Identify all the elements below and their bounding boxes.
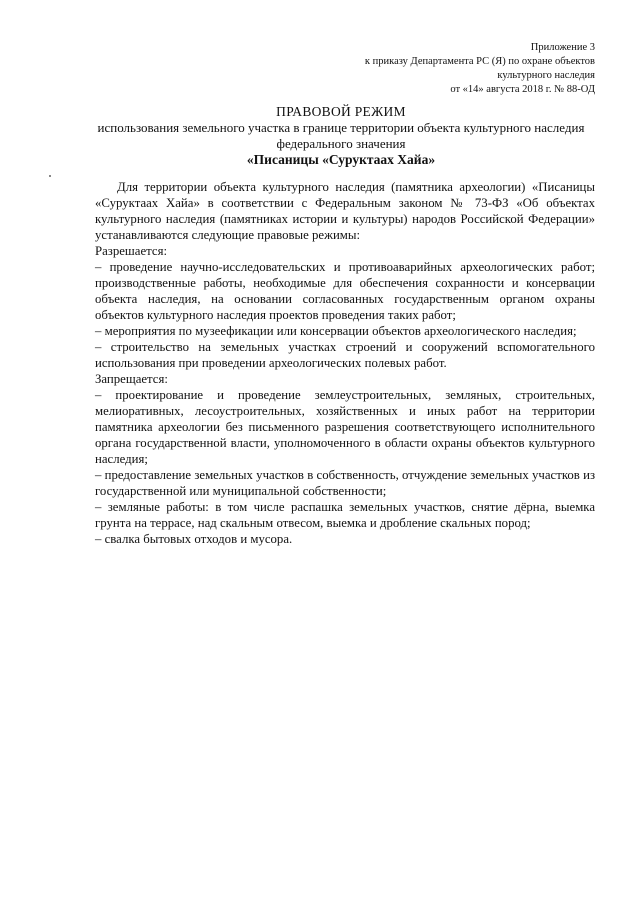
appendix-number: Приложение 3: [530, 42, 595, 53]
intro-paragraph: Для территории объекта культурного наследия (памятника археологии) «Писаницы «Суруктаах Хайа» в соответствии с Федеральным законом № 73-ФЗ «Об объектах культурного наследия (памятниках истории и культуры) народов Российской Федерации» устанавливаются следующие правовые режимы:: [95, 180, 595, 242]
document-title-block: [88, 104, 594, 168]
allowed-item: – проведение научно-исследовательских и противоаварийных археологических работ; производственные работы, необходимые для обеспечения сохранности и консервации объекта наследия, на основании согласованных государственным органом охраны объектов культурного наследия проектов проведения таких работ;: [95, 260, 595, 322]
forbidden-item: – предоставление земельных участков в собственность, отчуждение земельных участков из государственной или муниципальной собственности;: [95, 468, 595, 498]
forbidden-item: – проектирование и проведение землеустроительных, земляных, строительных, мелиоративных, лесоустроительных, хозяйственных и иных работ на территории памятника археологии без письменного разрешения соответствующего исполнительного органа государственной власти, уполномоченного в области охраны объектов культурного наследия;: [95, 388, 595, 466]
document-title: ПРАВОВОЙ РЕЖИМ: [276, 104, 406, 119]
appendix-order-ref: к приказу Департамента РС (Я) по охране объектов: [364, 56, 595, 67]
forbidden-item: – свалка бытовых отходов и мусора.: [95, 532, 293, 546]
forbidden-item: – земляные работы: в том числе распашка земельных участков, снятие дёрна, выемка грунта на террасе, над скальным отвесом, выемка и дробление скальных пород;: [95, 500, 595, 530]
allowed-heading: Разрешается:: [95, 244, 168, 258]
appendix-order-ref-cont: культурного наследия: [497, 70, 595, 81]
forbidden-heading: Запрещается:: [95, 372, 168, 386]
document-body: [95, 179, 595, 547]
appendix-header: [265, 41, 595, 97]
document-subtitle-line2: федерального значения: [276, 136, 406, 151]
appendix-order-date: от «14» августа 2018 г. № 88-ОД: [450, 84, 595, 95]
scan-speck: [49, 175, 51, 177]
allowed-item: – строительство на земельных участках строений и сооружений вспомогательного использования при проведении археологических полевых работ.: [95, 340, 595, 370]
document-subtitle-line1: использования земельного участка в границе территории объекта культурного наследия: [97, 120, 585, 135]
allowed-item: – мероприятия по музеефикации или консервации объектов археологического наследия;: [95, 324, 577, 338]
heritage-object-name: «Писаницы «Суруктаах Хайа»: [246, 152, 436, 167]
